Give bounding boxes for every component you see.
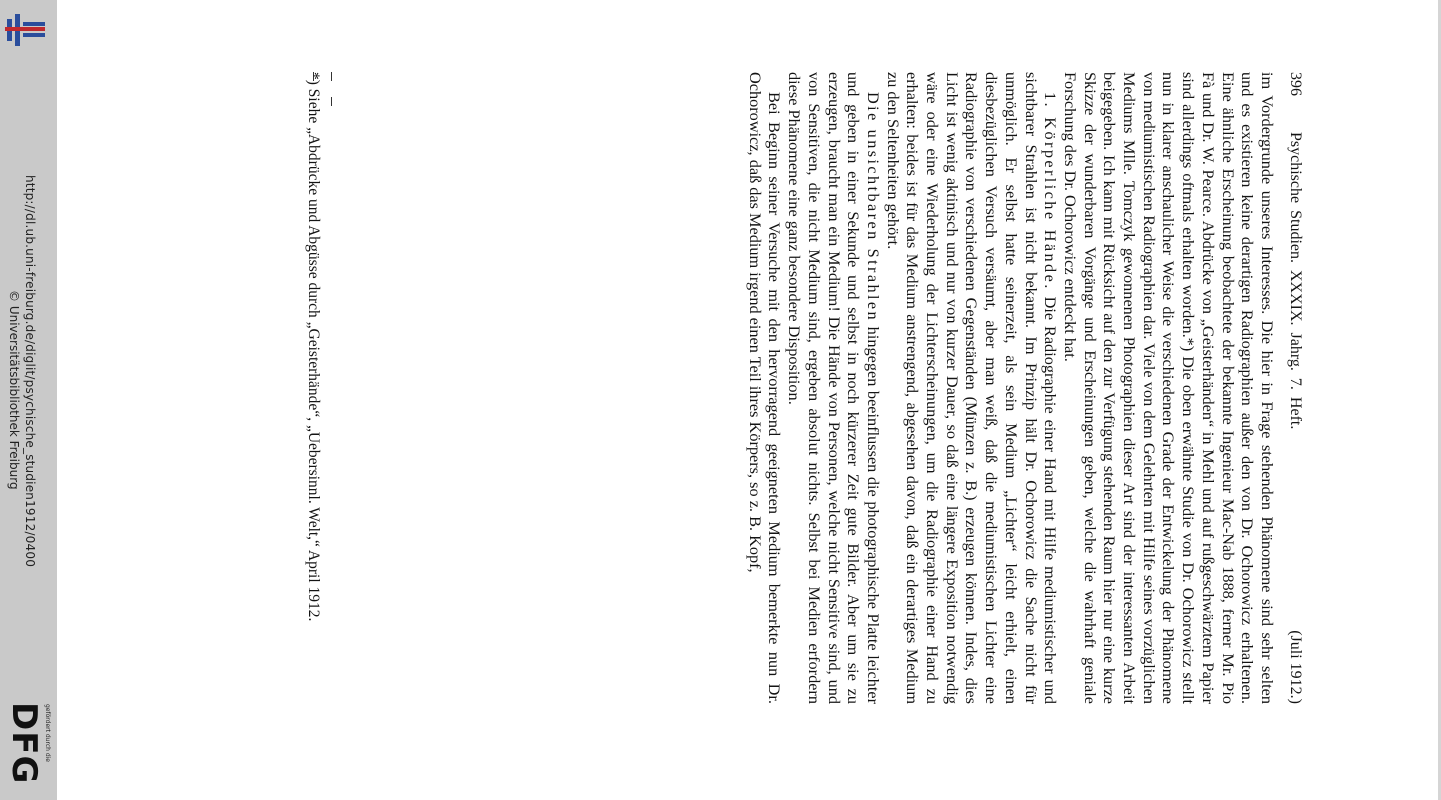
sidebar-vertical-text: [0, 0, 57, 800]
paragraph-text: hingegen beeinflussen die photographische Platte leichter und geben in einer Sekunde und selbst in noch kürzerer Zeit gute Bilder. Aber um sie zu erzeugen, braucht man ein Medium! Die Hände von Personen, welche nicht Sensitive sind, und von Sensitiven, die nicht Medium sind, ergeben absolut nichts. Selbst bei Medien erfordern diese Phänomene eine ganz besondere Disposition.: [785, 72, 883, 705]
copyright-notice: © Universitätsbibliothek Freiburg: [7, 290, 21, 490]
page-number: 396: [1287, 72, 1304, 96]
paragraph: [745, 72, 784, 704]
section-lead: Die unsichtbaren Strahlen: [863, 92, 883, 323]
paragraph: [883, 72, 1060, 704]
paragraph: [1060, 72, 1277, 704]
footnote-separator: [329, 72, 341, 132]
running-head: [1283, 72, 1307, 704]
section-lead: 1. Körperliche Hände.: [1041, 92, 1061, 291]
footnote: *) Siehe „Abdrücke und Abgüsse durch „Geisterhände“, „Uebersinnl. Welt,“ April 1912.: [305, 72, 322, 622]
permalink-url[interactable]: http://dl.ub.uni-freiburg.de/diglit/psychische_studien1912/0400: [23, 175, 37, 568]
rotated-page-content: [173, 72, 1307, 704]
paragraph-text: Bei Beginn seiner Versuche mit den hervorragend geeigneten Medium bemerkte nun Dr. Ochorowicz, daß das Medium irgend einen Teil ihres Körpers, so z. B. Kopf,: [745, 72, 785, 704]
dfg-logo[interactable]: [5, 702, 55, 798]
body-text: [745, 72, 1277, 704]
issue-date: (Juli 1912.): [1287, 630, 1304, 704]
paragraph-text: Die Radiographie einer Hand mit Hilfe mediumistischer und sichtbarer Strahlen ist nicht bekannt. Im Prinzip hält Dr. Ochorowicz die Sache nicht für unmöglich. Er selbst hatte seinerzeit, als sein Medium „Lichter“ leicht erhielt, einen diesbezüglichen Versuch versäumt, aber man weiß, daß die mediumistischen Lichter eine Radiographie von verschiedenen Gegenständen (Münzen z. B.) erzeugen können. Indes, dies Licht ist wenig aktinisch und nur von kurzer Dauer, so daß eine längere Exposition notwendig wäre oder eine Wiederholung der Lichterscheinungen, um die Radiographie einer Hand zu erhalten: beides ist für das Medium anstrengend, abgesehen davon, daß ein derartiges Medium zu den Seltenheiten gehört.: [883, 72, 1061, 704]
viewer-sidebar: [0, 0, 57, 800]
running-title: Psychische Studien. XXXIX. Jahrg. 7. Heft.: [1287, 132, 1304, 430]
scanned-page: [57, 0, 1441, 800]
dfg-funding-note: gefördert durch die: [44, 704, 51, 762]
paragraph-text: im Vordergrunde unseres Interesses. Die hier in Frage stehenden Phänomene sind sehr selten und es existieren keine derartigen Radiographien außer den von Dr. Ochorowicz erhaltenen. Eine ähnliche Erscheinung beobachtete der bekannte Ingenieur Mac-Nab 1888, ferner Mr. Pio Fà und Dr. W. Pearce. Abdrücke von „Geisterhänden“ in Mehl und auf rußgeschwärztem Papier sind allerdings oftmals erhalten worden.*) Die oben erwähnte Studie von Dr. Ochorowicz stellt nun in klarer anschaulicher Weise die verschiedenen Grade der Entwickelung der Phänomene von mediumistischen Radiographien dar. Viele von dem Gelehrten mit Hilfe seines vorzüglichen Mediums Mlle. Tomczyk gewonnenen Photographien dieser Art sind der interessanten Arbeit beigegeben. Ich kann mit Rücksicht auf den zur Verfügung stehenden Raum hier nur eine kurze Skizze der wunderbaren Vorgänge und Erscheinungen geben, welche die wahrhaft geniale Forschung des Dr. Ochorowicz entdeckt hat.: [1060, 72, 1277, 704]
dfg-wordmark: DFG: [4, 702, 44, 785]
paragraph: [784, 72, 883, 704]
